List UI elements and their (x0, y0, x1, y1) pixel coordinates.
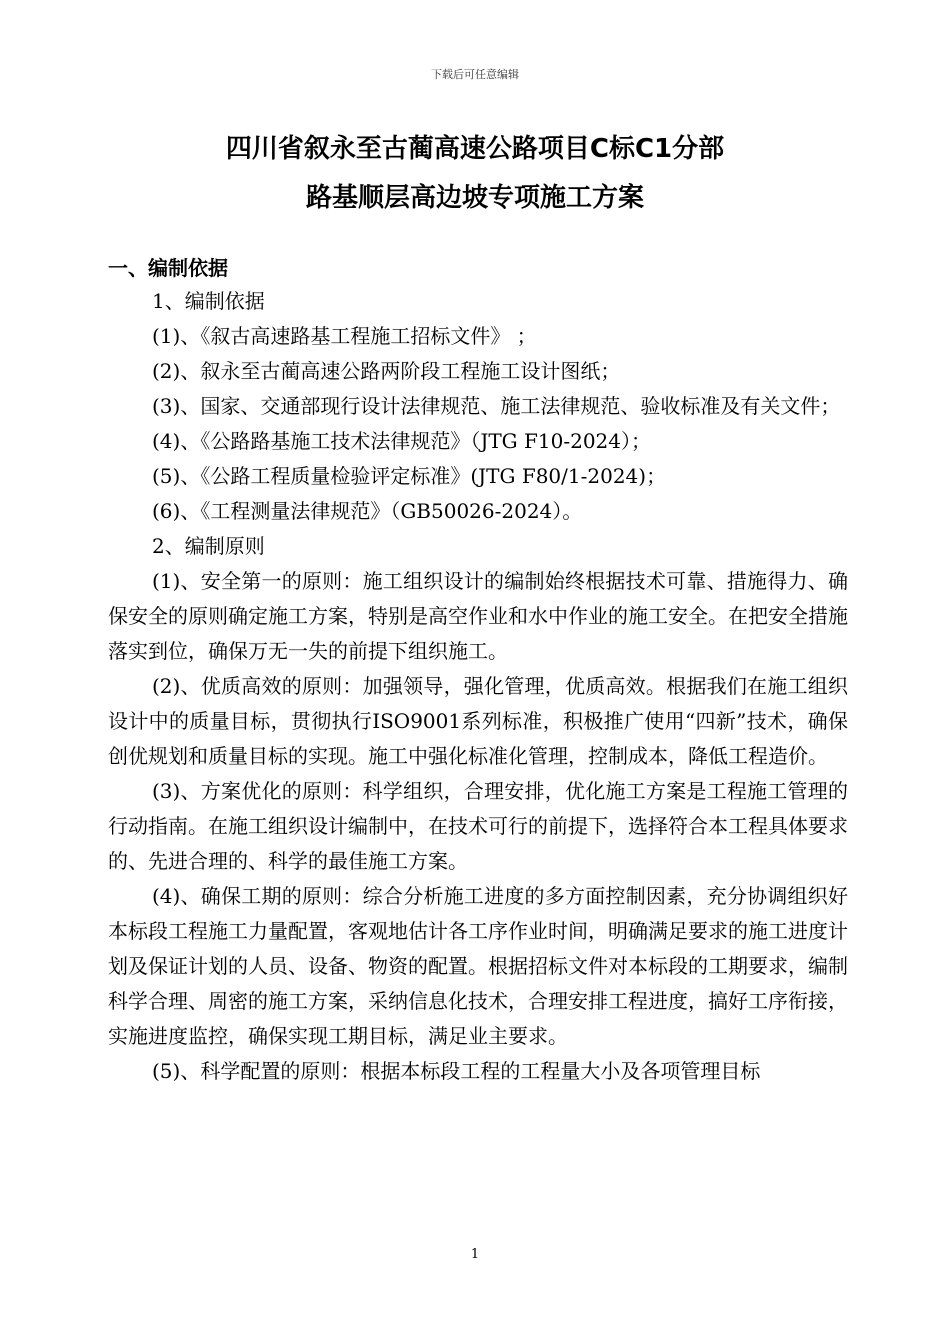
principle-paragraph: (5)、科学配置的原则：根据本标段工程的工程量大小及各项管理目标 (152, 1059, 761, 1083)
subsection-heading-basis: 1、编制依据 (152, 289, 265, 313)
principle-paragraph: (1)、安全第一的原则：施工组织设计的编制始终根据技术可靠、措施得力、确保安全的原则确定施工方案，特别是高空作业和水中作业的施工安全。在把安全措施落实到位，确保万无一失的前提下组织施工。 (108, 569, 848, 663)
page-number: 1 (470, 1247, 480, 1262)
basis-item: (3)、国家、交通部现行设计法律规范、施工法律规范、验收标准及有关文件； (152, 394, 841, 418)
principle-paragraph: (2)、优质高效的原则：加强领导，强化管理，优质高效。根据我们在施工组织设计中的质量目标，贯彻执行ISO9001系列标准，积极推广使用“四新”技术，确保创优规划和质量目标的实现。施工中强化标准化管理，控制成本，降低工程造价。 (108, 674, 848, 768)
principle-paragraph: (4)、确保工期的原则：综合分析施工进度的多方面控制因素，充分协调组织好本标段工程施工力量配置，客观地估计各工序作业时间，明确满足要求的施工进度计划及保证计划的人员、设备、物资的配置。根据招标文件对本标段的工期要求，编制科学合理、周密的施工方案，采纳信息化技术，合理安排工程进度，搞好工序衔接，实施进度监控，确保实现工期目标，满足业主要求。 (108, 884, 848, 1048)
section-heading: 一、编制依据 (108, 256, 228, 280)
subsection-heading-principles: 2、编制原则 (152, 534, 265, 558)
basis-item: (1)、《叙古高速路基工程施工招标文件》 ； (152, 324, 537, 348)
document-title-line2: 路基顺层高边坡专项施工方案 (305, 183, 644, 213)
document-title-line1: 四川省叙永至古蔺高速公路项目C标C1分部 (225, 134, 725, 164)
header-note: 下载后可任意编辑 (431, 68, 519, 81)
document-body (108, 284, 848, 1089)
basis-item: (5)、《公路工程质量检验评定标准》(JTG F80/1-2024)； (152, 464, 667, 488)
basis-item: (4)、《公路路基施工技术法律规范》（JTG F10-2024）； (152, 429, 652, 453)
basis-item: (6)、《工程测量法律规范》（GB50026-2024）。 (152, 499, 583, 523)
basis-item: (2)、叙永至古蔺高速公路两阶段工程施工设计图纸； (152, 359, 621, 383)
principle-paragraph: (3)、方案优化的原则：科学组织，合理安排，优化施工方案是工程施工管理的行动指南。在施工组织设计编制中，在技术可行的前提下，选择符合本工程具体要求的、先进合理的、科学的最佳施工方案。 (108, 779, 848, 873)
